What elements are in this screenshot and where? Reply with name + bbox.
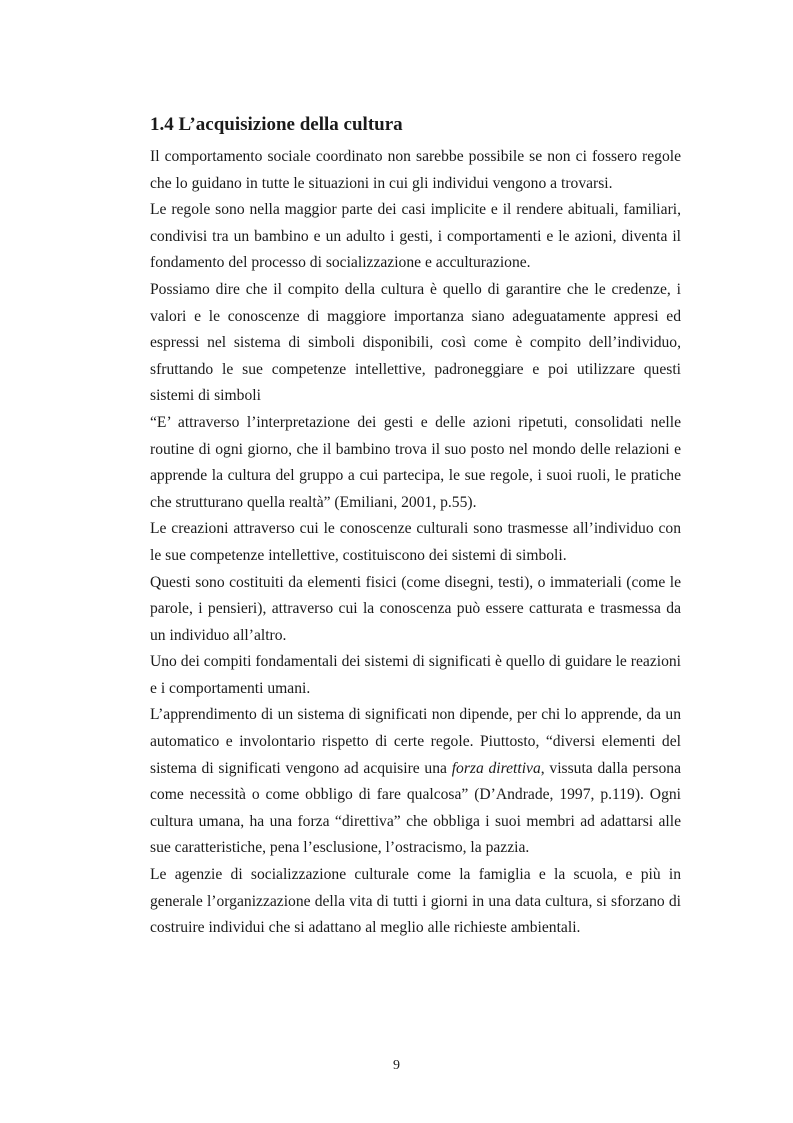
paragraph-socialization-agencies: Le agenzie di socializzazione culturale come la famiglia e la scuola, e più in generale l’organizzazione della vita di tutti i giorni in una data cultura, si sforzano di costruire individui che si adattano al meglio alle richieste ambientali.: [150, 866, 681, 937]
paragraph-symbol-systems: Le creazioni attraverso cui le conoscenze culturali sono trasmesse all’individuo con le sue competenze intellettive, costituiscono dei sistemi di simboli.: [150, 520, 681, 564]
directive-force-emphasis: forza direttiva: [451, 759, 541, 777]
paragraph-emiliani-quote: “E’ attraverso l’interpretazione dei gesti e delle azioni ripetuti, consolidati nelle routine di ogni giorno, che il bambino trova il suo posto nel mondo delle relazioni e apprende la cultura del gruppo a cui partecipa, le sue regole, i suoi ruoli, le pratiche che strutturano quella realtà” (Emiliani, 2001, p.55).: [150, 413, 681, 511]
paragraph-physical-elements: Questi sono costituiti da elementi fisici (come disegni, testi), o immateriali (come le parole, i pensieri), attraverso cui la conoscenza può essere catturata e trasmessa da un individuo all’altro.: [150, 573, 681, 644]
paragraph-culture-task: Possiamo dire che il compito della cultura è quello di garantire che le credenze, i valori e le conoscenze di maggiore importanza siano adeguatamente appresi ed espressi nel sistema di simboli disponibili, così come è compito dell’individuo, sfruttando le sue competenze intellettive, padroneggiare e poi utilizzare questi sistemi di simboli: [150, 280, 681, 405]
paragraph-meaning-systems: Uno dei compiti fondamentali dei sistemi di significati è quello di guidare le reazioni e i comportamenti umani.: [150, 653, 681, 697]
page-number: 9: [393, 1058, 400, 1073]
paragraph-implicit-rules: Le regole sono nella maggior parte dei casi implicite e il rendere abituali, familiari, condivisi tra un bambino e un adulto i gesti, i comportamenti e le azioni, diventa il fondamento del processo di socializzazione e acculturazione.: [150, 201, 681, 272]
page-body: [150, 112, 681, 942]
directive-force-text-after: , vissuta dalla persona come necessità o come obbligo di fare qualcosa” (D’Andrade, 1997, p.119). Ogni cultura umana, ha una forza “direttiva” che obbliga i suoi membri ad adattarsi alle sue caratteristiche, pena l’esclusione, l’ostracismo, la pazzia.: [150, 759, 681, 857]
section-heading: 1.4 L’acquisizione della cultura: [150, 114, 403, 135]
paragraph-coordination: Il comportamento sociale coordinato non sarebbe possibile se non ci fossero regole che lo guidano in tutte le situazioni in cui gli individui vengono a trovarsi.: [150, 148, 681, 192]
directive-force-text-before: L’apprendimento di un sistema di significati non dipende, per chi lo apprende, da un automatico e involontario rispetto di certe regole. Piuttosto, “diversi elementi del sistema di significati vengono ad acquisire una: [150, 706, 681, 777]
paragraph-directive-force: [150, 702, 681, 862]
